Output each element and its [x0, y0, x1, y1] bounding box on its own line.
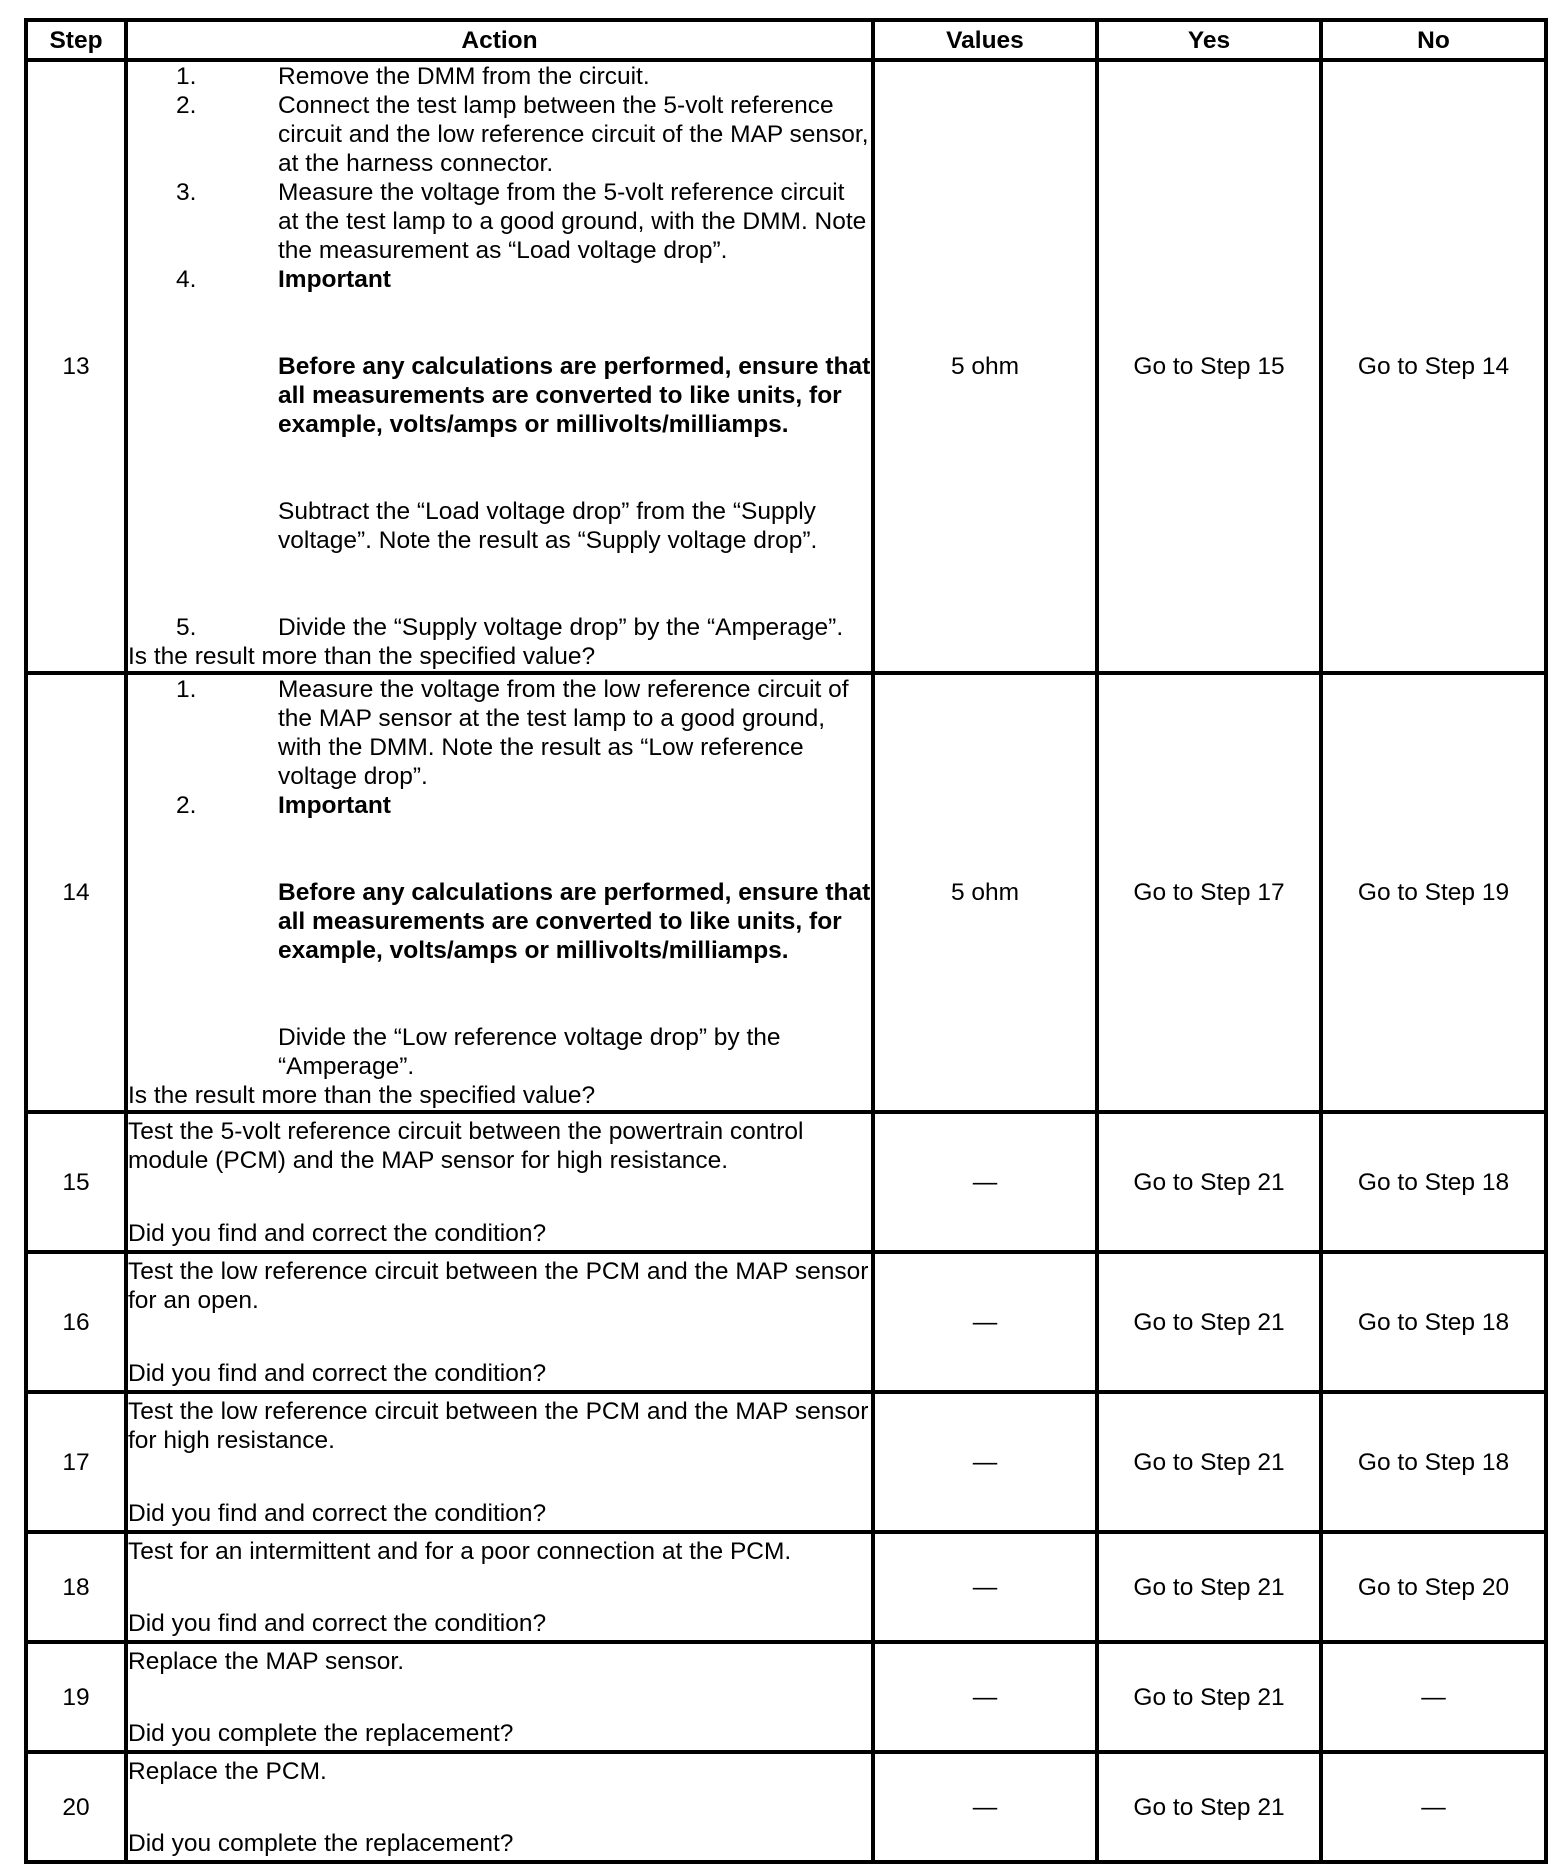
step-number: 14 [26, 673, 126, 1112]
header-values: Values [873, 20, 1097, 60]
value-cell: — [873, 1752, 1097, 1862]
step-number: 16 [26, 1252, 126, 1392]
action-text: Replace the PCM. [128, 1757, 327, 1785]
value-cell: 5 ohm [873, 60, 1097, 673]
question-text: Is the result more than the specified value? [128, 1082, 596, 1109]
step-number: 13 [26, 60, 126, 673]
table-row-step-13 [26, 60, 1546, 673]
action-cell [126, 1252, 873, 1392]
list-item: 3. Measure the voltage from the 5-volt reference circuit at the test lamp to a good ground, with the DMM. Note the measurement as “Load voltage drop”. [176, 179, 867, 264]
question-text: Did you complete the replacement? [128, 1719, 514, 1747]
header-yes: Yes [1097, 20, 1321, 60]
value-cell: — [873, 1532, 1097, 1642]
action-text: Replace the MAP sensor. [128, 1647, 405, 1675]
no-cell: Go to Step 14 [1321, 60, 1546, 673]
question-text: Did you find and correct the condition? [128, 1359, 547, 1387]
no-cell: Go to Step 19 [1321, 673, 1546, 1112]
header-action: Action [126, 20, 873, 60]
value-cell: — [873, 1392, 1097, 1532]
important-note: Before any calculations are performed, ensure that all measurements are converted to like units, for example, volts/amps or millivolts/milliamps. [278, 879, 871, 964]
step-number: 18 [26, 1532, 126, 1642]
action-cell [126, 60, 873, 673]
action-steps-list [128, 675, 871, 820]
action-cell [126, 1112, 873, 1252]
yes-cell: Go to Step 21 [1097, 1252, 1321, 1392]
sub-instruction: Divide the “Low reference voltage drop” by the “Amperage”. [278, 1024, 781, 1080]
action-text: Test for an intermittent and for a poor connection at the PCM. [128, 1537, 792, 1565]
action-text: Test the 5-volt reference circuit between the powertrain control module (PCM) and the MAP sensor for high resistance. [128, 1117, 804, 1174]
no-cell: Go to Step 20 [1321, 1532, 1546, 1642]
question-text: Is the result more than the specified value? [128, 643, 596, 670]
table-row-step-20 [26, 1752, 1546, 1862]
list-item: 2. Important [176, 792, 391, 819]
yes-cell: Go to Step 21 [1097, 1642, 1321, 1752]
no-cell: Go to Step 18 [1321, 1112, 1546, 1252]
sub-instruction: Subtract the “Load voltage drop” from the “Supply voltage”. Note the result as “Supply voltage drop”. [278, 498, 818, 554]
action-cell [126, 1642, 873, 1752]
no-cell: Go to Step 18 [1321, 1392, 1546, 1532]
value-cell: — [873, 1642, 1097, 1752]
action-cell [126, 1532, 873, 1642]
yes-cell: Go to Step 17 [1097, 673, 1321, 1112]
table-row-step-17 [26, 1392, 1546, 1532]
header-row [26, 20, 1546, 60]
action-text: Test the low reference circuit between the PCM and the MAP sensor for high resistance. [128, 1397, 869, 1454]
question-text: Did you find and correct the condition? [128, 1609, 547, 1637]
table-row-step-15 [26, 1112, 1546, 1252]
list-item: 1. Remove the DMM from the circuit. [176, 63, 650, 90]
table-row-step-19 [26, 1642, 1546, 1752]
table-row-step-14 [26, 673, 1546, 1112]
question-text: Did you complete the replacement? [128, 1829, 514, 1857]
no-cell: Go to Step 18 [1321, 1252, 1546, 1392]
list-item: 5. Divide the “Supply voltage drop” by the “Amperage”. [176, 614, 844, 641]
question-text: Did you find and correct the condition? [128, 1499, 547, 1527]
yes-cell: Go to Step 21 [1097, 1532, 1321, 1642]
header-no: No [1321, 20, 1546, 60]
important-note: Before any calculations are performed, ensure that all measurements are converted to like units, for example, volts/amps or millivolts/milliamps. [278, 353, 871, 438]
yes-cell: Go to Step 21 [1097, 1112, 1321, 1252]
action-cell [126, 673, 873, 1112]
action-text: Test the low reference circuit between the PCM and the MAP sensor for an open. [128, 1257, 869, 1314]
question-text: Did you find and correct the condition? [128, 1219, 547, 1247]
step-number: 15 [26, 1112, 126, 1252]
list-item: 4. Important [176, 266, 391, 293]
value-cell: 5 ohm [873, 673, 1097, 1112]
yes-cell: Go to Step 21 [1097, 1752, 1321, 1862]
list-item: 2. Connect the test lamp between the 5-volt reference circuit and the low reference circuit of the MAP sensor, at the harness connector. [176, 92, 869, 177]
value-cell: — [873, 1252, 1097, 1392]
table-row-step-16 [26, 1252, 1546, 1392]
header-step: Step [26, 20, 126, 60]
yes-cell: Go to Step 21 [1097, 1392, 1321, 1532]
no-cell: — [1321, 1752, 1546, 1862]
step-number: 19 [26, 1642, 126, 1752]
no-cell: — [1321, 1642, 1546, 1752]
value-cell: — [873, 1112, 1097, 1252]
list-item: 1. Measure the voltage from the low reference circuit of the MAP sensor at the test lamp to a good ground, with the DMM. Note the result as “Low reference voltage drop”. [176, 676, 849, 790]
table-row-step-18 [26, 1532, 1546, 1642]
action-cell [126, 1752, 873, 1862]
yes-cell: Go to Step 15 [1097, 60, 1321, 673]
action-steps-list [128, 62, 871, 294]
step-number: 17 [26, 1392, 126, 1532]
step-number: 20 [26, 1752, 126, 1862]
diagnostic-table [24, 18, 1548, 1864]
action-cell [126, 1392, 873, 1532]
